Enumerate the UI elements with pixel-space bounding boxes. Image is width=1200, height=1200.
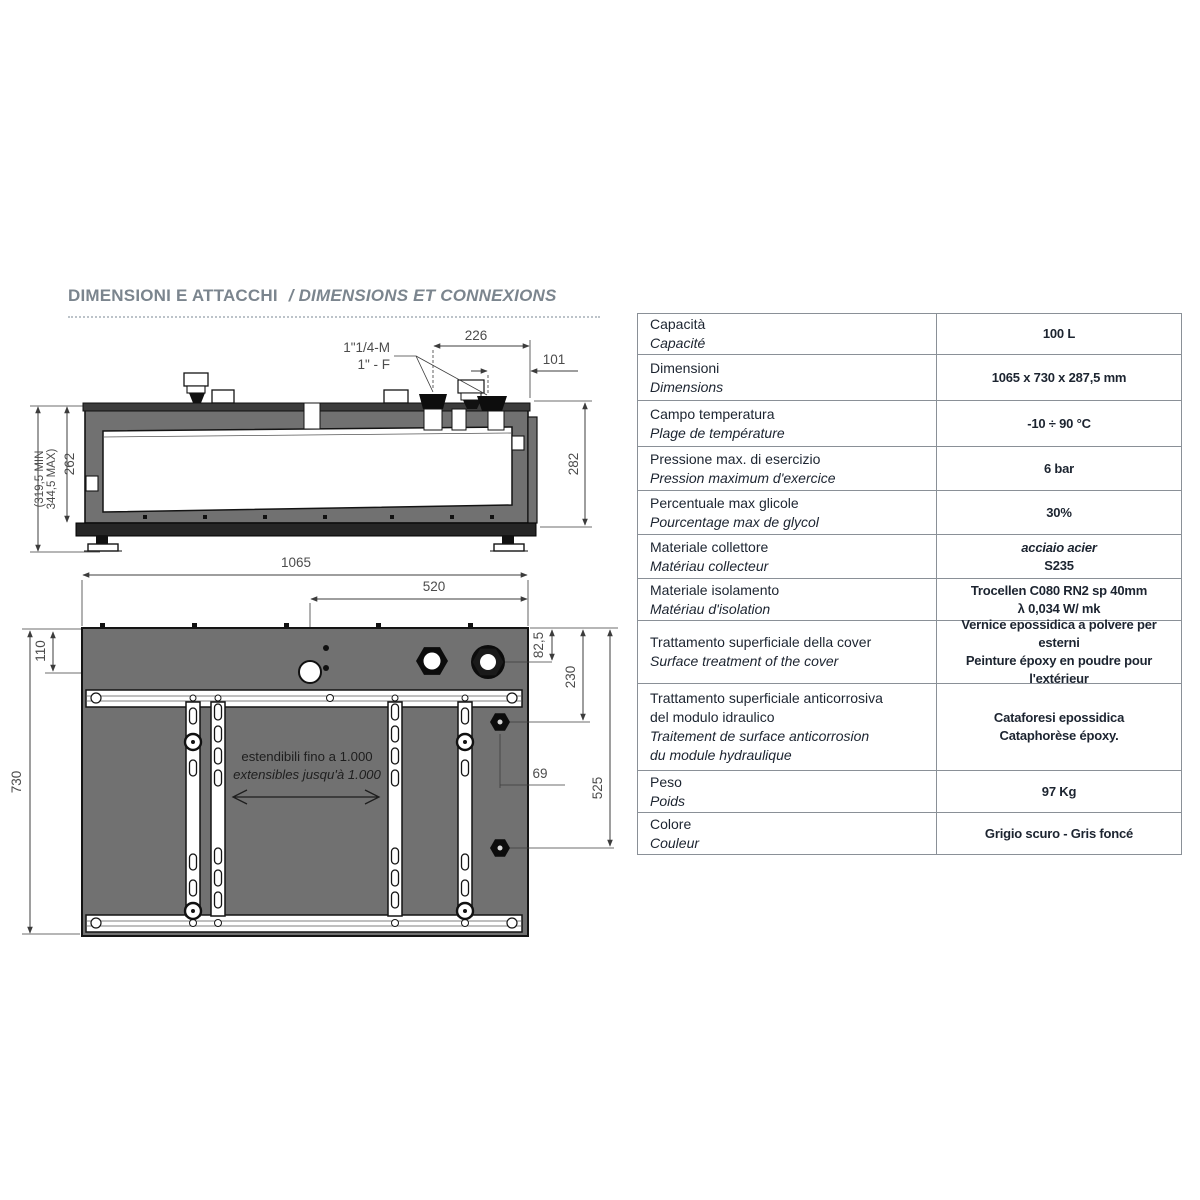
row-label — [638, 447, 936, 490]
label-it: Pressione max. di esercizio — [650, 450, 821, 467]
label-fr: Capacité — [650, 335, 706, 351]
technical-drawing — [0, 325, 660, 980]
label-fr: du module hydraulique — [650, 747, 792, 763]
top-tick-dots — [100, 623, 473, 627]
label-it: Capacità — [650, 316, 706, 332]
label-fr: Dimensions — [650, 378, 724, 395]
label-it: Trattamento superficiale della cover — [650, 634, 872, 650]
extensible-note-it: estendibili fino a 1.000 — [241, 749, 373, 764]
dim-730: 730 — [9, 770, 24, 794]
dim-height-max: 344,5 MAX) — [46, 448, 58, 510]
dim-1065: 1065 — [280, 555, 312, 570]
value-line: λ 0,034 W/ mk — [1017, 600, 1101, 616]
top-rail-lower — [86, 915, 522, 932]
label-fr: Pourcentage max de glycol — [650, 513, 819, 530]
label-it: Dimensioni — [650, 359, 720, 376]
label-fr: Traitement de surface anticorrosion — [650, 728, 870, 744]
value-line: 6 bar — [1043, 460, 1075, 476]
label-it: Materiale collettore — [650, 538, 769, 555]
title-dotted-rule — [68, 316, 600, 318]
value-line: Trocellen C080 RN2 sp 40mm — [970, 582, 1148, 598]
dim-226: 226 — [464, 328, 488, 343]
dim-520: 520 — [422, 579, 446, 594]
table-row — [638, 812, 1181, 854]
label-fr: Surface treatment of the cover — [650, 653, 839, 669]
value-line: Vernice epossidica a polvere per esterni — [961, 617, 1157, 650]
label-it: Peso — [650, 773, 682, 790]
extensible-note-fr: extensibles jusqu'à 1.000 — [233, 767, 381, 782]
top-view — [9, 555, 618, 936]
dim-height-body: 262 — [62, 452, 77, 476]
value-line: Cataphorèse époxy. — [999, 728, 1119, 743]
spec-table — [637, 313, 1182, 855]
row-label — [638, 491, 936, 534]
label-fr: Couleur — [650, 834, 700, 851]
table-row — [638, 314, 1181, 354]
value-line: 100 L — [1042, 326, 1076, 341]
dim-101: 101 — [542, 352, 566, 367]
row-value — [936, 771, 1181, 812]
dim-282: 282 — [566, 452, 581, 476]
page-title — [68, 286, 628, 306]
value-line: 1065 x 730 x 287,5 mm — [991, 369, 1127, 385]
side-window — [103, 427, 512, 512]
value-line: l'extérieur — [1029, 671, 1089, 686]
top-hole — [299, 661, 321, 683]
label-it: Colore — [650, 815, 692, 832]
row-label — [638, 771, 936, 812]
label-it: Trattamento superficiale anticorrosiva — [650, 690, 883, 706]
table-row — [638, 400, 1181, 446]
table-row — [638, 683, 1181, 770]
row-label — [638, 621, 936, 683]
row-value — [936, 617, 1181, 686]
top-rail-upper — [86, 690, 522, 707]
value-line: Grigio scuro - Gris foncé — [984, 825, 1134, 841]
dim-height-min: (319,5 MIN — [34, 450, 46, 508]
side-view — [30, 328, 592, 552]
value-line: Cataforesi epossidica — [993, 710, 1125, 725]
row-label — [638, 579, 936, 620]
value-line: 30% — [1046, 504, 1072, 520]
label-fr: Poids — [650, 792, 686, 809]
row-value — [936, 579, 1181, 620]
table-row — [638, 617, 1181, 686]
label-it: Percentuale max glicole — [650, 494, 799, 511]
label-fr: Pression maximum d'exercice — [650, 469, 836, 486]
value-line: -10 ÷ 90 °C — [1027, 415, 1091, 431]
dim-69: 69 — [532, 766, 548, 781]
row-label — [638, 355, 936, 400]
row-value — [936, 314, 1181, 354]
side-foot-right — [490, 536, 528, 551]
page-title-it: DIMENSIONI E ATTACCHI — [68, 286, 278, 305]
side-foot-left — [84, 536, 122, 551]
dim-82-5: 82,5 — [531, 631, 546, 659]
row-label — [638, 314, 936, 354]
row-label — [638, 813, 936, 854]
row-value — [936, 535, 1181, 578]
dim-525: 525 — [590, 776, 605, 800]
value-line: S235 — [1044, 557, 1074, 573]
table-row — [638, 354, 1181, 400]
table-row — [638, 446, 1181, 490]
row-value — [936, 684, 1181, 770]
fitting-label-male: 1"1/4-M — [343, 340, 390, 355]
table-row — [638, 578, 1181, 620]
dim-230: 230 — [563, 665, 578, 689]
label-it: Materiale isolamento — [650, 581, 780, 598]
label-fr: Plage de température — [650, 424, 785, 441]
dim-110: 110 — [33, 640, 48, 662]
page-title-fr: / DIMENSIONS ET CONNEXIONS — [288, 286, 557, 305]
top-hex-nut-2 — [471, 645, 505, 679]
row-label — [638, 535, 936, 578]
label-it: del modulo idraulico — [650, 709, 775, 725]
row-value — [936, 447, 1181, 490]
label-it: Campo temperatura — [650, 405, 775, 422]
fitting-label-female: 1" - F — [357, 357, 390, 372]
row-value — [936, 491, 1181, 534]
value-line: 97 Kg — [1041, 783, 1077, 799]
row-value — [936, 813, 1181, 854]
row-value — [936, 355, 1181, 400]
value-line: acciaio acier — [1021, 539, 1097, 555]
table-row — [638, 490, 1181, 534]
row-value — [936, 401, 1181, 446]
value-line: Peinture époxy en poudre pour — [965, 653, 1153, 668]
label-fr: Matériau d'isolation — [650, 600, 771, 617]
table-row — [638, 770, 1181, 812]
table-row — [638, 534, 1181, 578]
label-fr: Matériau collecteur — [650, 557, 769, 574]
row-label — [638, 684, 936, 770]
row-label — [638, 401, 936, 446]
side-bottom-rail — [76, 523, 536, 536]
